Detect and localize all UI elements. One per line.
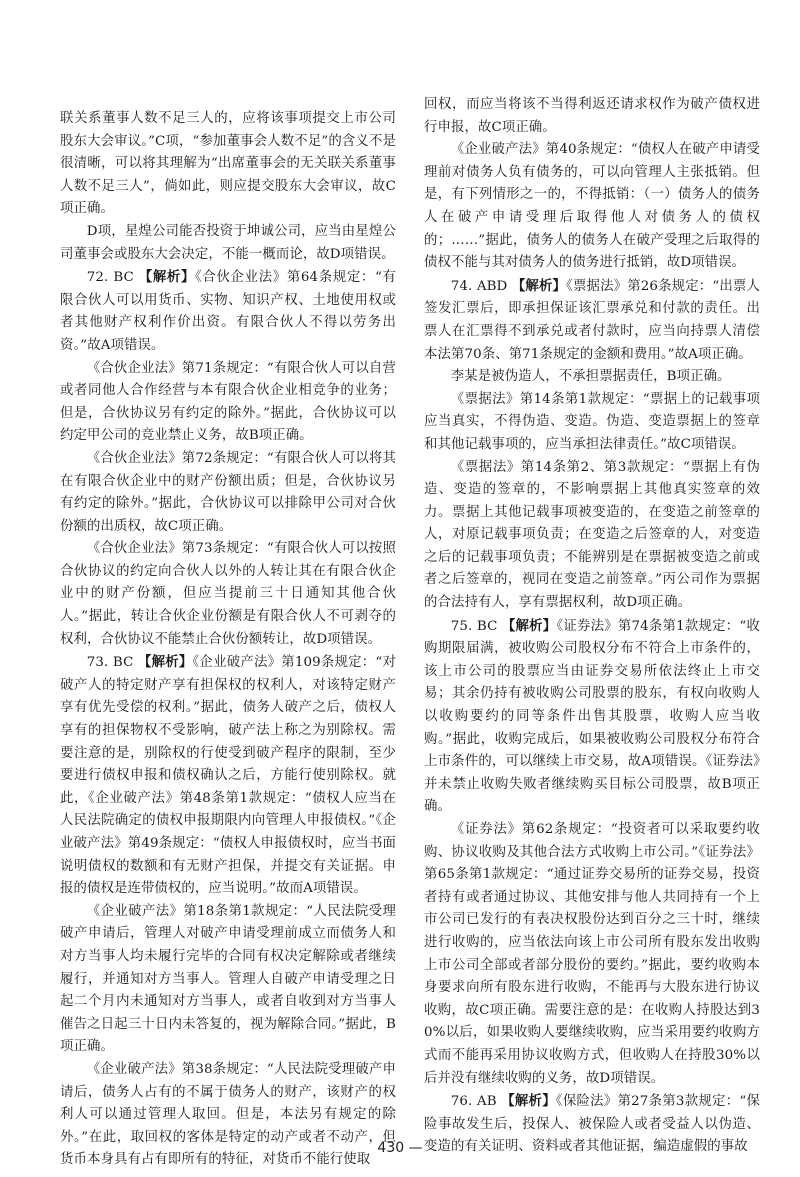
paragraph-text: 《合伙企业法》第64条规定：“有限合伙人可以用货币、实物、知识产权、土地使用权或者其他财产权利作价出资。有限合伙人不得以劳务出资。”故A项错误。 [60,270,396,353]
paragraph [424,275,760,366]
paragraph [60,448,396,538]
paragraph-text: 《证券法》第74条第1款规定：“收购期限届满，被收购公司股权分布不符合上市条件的，该上市公司的股票应当由证券交易所依法终止上市交易；其余仍持有被收购公司股票的股东，有权向收购人以收购要约的同等条件出售其股票，收购人应当收购。”据此，收购完成后，如果被收购公司股权分布符合上市条件的，可以继续上市交易，故A项错误。《证券法》并未禁止收购失败者继续购买目标公司股票，故B项正确。 [424,618,760,815]
paragraph [424,94,760,139]
paragraph [60,358,396,448]
paragraph-text: 联关系董事人数不足三人的，应将该事项提交上市公司股东大会审议。”C项，“参加董事会人数不足”的含义不是很清晰，可以将其理解为“出席董事会的无关联关系董事人数不足三人”，倘如此，则应提交股东大会审议，故C项正确。 [60,111,396,217]
paragraph-text: 《保险法》第27条第3款规定：“保险事故发生后，投保人、被保险人或者受益人以伪造、变造的有关证明、资料或者其他证据，编造虚假的事故 [424,1094,760,1155]
paragraph-text: D项，星煌公司能否投资于坤诚公司，应当由星煌公司董事会或股东大会决定，不能一概而论，故D项错误。 [60,223,396,262]
paragraph [60,901,396,1059]
analysis-tag: 【解析】 [501,617,557,634]
paragraph-text: 回权，而应当将该不当得利返还请求权作为破产债权进行申报，故C项正确。 [424,97,760,135]
paragraph [424,615,760,819]
paragraph-text: 《企业破产法》第109条规定：“对破产人的特定财产享有担保权的权利人，对该特定财产享有优先受偿的权利。”据此，债务人破产之后，债权人享有的担保物权不受影响，破产法上称之为别除权。需要注意的是，别除权的行使受到破产程序的限制，至少要进行债权申报和债权确认之后，方能行使别除权。就此，《企业破产法》第48条第1款规定：“债权人应当在人民法院确定的债权申报期限内向管理人申报债权。”《企业破产法》第49条规定：“债权人申报债权时，应当书面说明债权的数额和有无财产担保，并提交有关证据。申报的债权是连带债权的，应当说明。”故而A项错误。 [60,655,397,897]
paragraph [60,651,396,901]
paragraph [424,366,760,389]
analysis-tag: 【解析】 [137,654,193,671]
analysis-tag: 【解析】 [138,269,196,286]
analysis-tag: 【解析】 [501,1093,556,1110]
paragraph [60,266,396,357]
paragraph-text: 《证券法》第62条规定：“投资者可以采取要约收购、协议收购及其他合法方式收购上市公司。”《证券法》第65条第1款规定：“通过证券交易所的证券交易，投资者持有或者通过协议、其他安排与他人共同持有一个上市公司已发行的有表决权股份达到百分之三十时，继续进行收购的，应当依法向该上市公司所有股东发出收购上市公司全部或者部分股份的要约。”据此，要约收购本身要求向所有股东进行收购，不能再与大股东进行协议收购，故C项正确。需要注意的是：在收购人持股达到30%以后，如果收购人要继续收购，应当采用要约收购方式而不能再采用协议收购方式，但收购人在持股30%以后并没有继续收购的义务，故D项错误。 [424,822,760,1086]
paragraph-text: 《企业破产法》第40条规定：“债权人在破产申请受理前对债务人负有债务的，可以向管理人主张抵销。但是，有下列情形之一的，不得抵销：（一）债务人的债务人在破产申请受理后取得他人对债务人的债权的；……”据此，债务人的债务人在破产受理之后取得的债权不能与其对债务人的债务进行抵销，故D项错误。 [424,142,760,271]
paragraph [424,457,760,615]
answer-number: 74. ABD [450,278,508,294]
paragraph-text: 《企业破产法》第18条第1款规定：“人民法院受理破产申请后，管理人对破产申请受理前成立而债务人和对方当事人均未履行完毕的合同有权决定解除或者继续履行，并通知对方当事人。管理人自破产申请受理之日起二个月内未通知对方当事人，或者自收到对方当事人催告之日起三十日内未答复的，视为解除合同。”据此，B项正确。 [60,903,396,1055]
page-footer [0,1140,800,1156]
paragraph-text: 《合伙企业法》第71条规定：“有限合伙人可以自营或者同他人合作经营与本有限合伙企业相竞争的业务；但是，合伙协议另有约定的除外。”据此，合伙协议可以约定甲公司的竞业禁止义务，故B项正确。 [60,360,396,444]
analysis-tag: 【解析】 [511,277,567,294]
paragraph-text: 《合伙企业法》第72条规定：“有限合伙人可以将其在有限合伙企业中的财产份额出质；但是，合伙协议另有约定的除外。”据此，合伙协议可以排除甲公司对合伙份额的出质权，故C项正确。 [60,450,396,534]
right-column [424,94,760,1159]
answer-number: 72. BC [86,270,134,286]
paragraph-text: 《合伙企业法》第73条规定：“有限合伙人可以按照合伙协议的约定向合伙人以外的人转让其在有限合伙企业中的财产份额，但应当提前三十日通知其他合伙人。”据此，转让合伙企业份额是有限合伙人不可剥夺的权利，合伙协议不能禁止合伙份额转让，故D项错误。 [60,541,396,647]
paragraph-text: 李某是被伪造人，不承担票据责任，B项正确。 [450,369,731,385]
paragraph [60,538,396,651]
paragraph [424,819,760,1090]
page-number: 430 [377,1140,405,1156]
answer-number: 76. AB [450,1094,497,1110]
paragraph [424,139,760,275]
paragraph-text: 《票据法》第26条规定：“出票人签发汇票后，即承担保证该汇票承兑和付款的责任。出票人在汇票得不到承兑或者付款时，应当向持票人清偿本法第70条、第71条规定的金额和费用。”故A项正确。 [424,278,760,362]
paragraph-text: 《企业破产法》第38条规定：“人民法院受理破产申请后，债务人占有的不属于债务人的财产，该财产的权利人可以通过管理人取回。但是，本法另有规定的除外。”在此，取回权的客体是特定的动产或者不动产，但货币本身具有占有即所有的特征，对货币不能行使取 [60,1061,396,1168]
paragraph-text: 《票据法》第14条第1款规定：“票据上的记载事项应当真实，不得伪造、变造。伪造、变造票据上的签章和其他记载事项的，应当承担法律责任。”故C项错误。 [424,391,760,452]
left-column [60,108,396,1172]
answer-number: 73. BC [86,655,134,671]
page-dash: — [408,1140,423,1156]
paragraph [424,389,760,457]
answer-number: 75. BC [450,618,498,634]
paragraph-text: 《票据法》第14条第2、第3款规定：“票据上有伪造、变造的签章的，不影响票据上其他真实签章的效力。票据上其他记载事项被变造的，在变造之前签章的人，对原记载事项负责；在变造之后签章的人，对变造之后的记载事项负责；不能辨别是在票据被变造之前或者之后签章的，视同在变造之前签章。”丙公司作为票据的合法持有人，享有票据权利，故D项正确。 [424,459,760,611]
paragraph [60,108,396,221]
paragraph [60,221,396,266]
